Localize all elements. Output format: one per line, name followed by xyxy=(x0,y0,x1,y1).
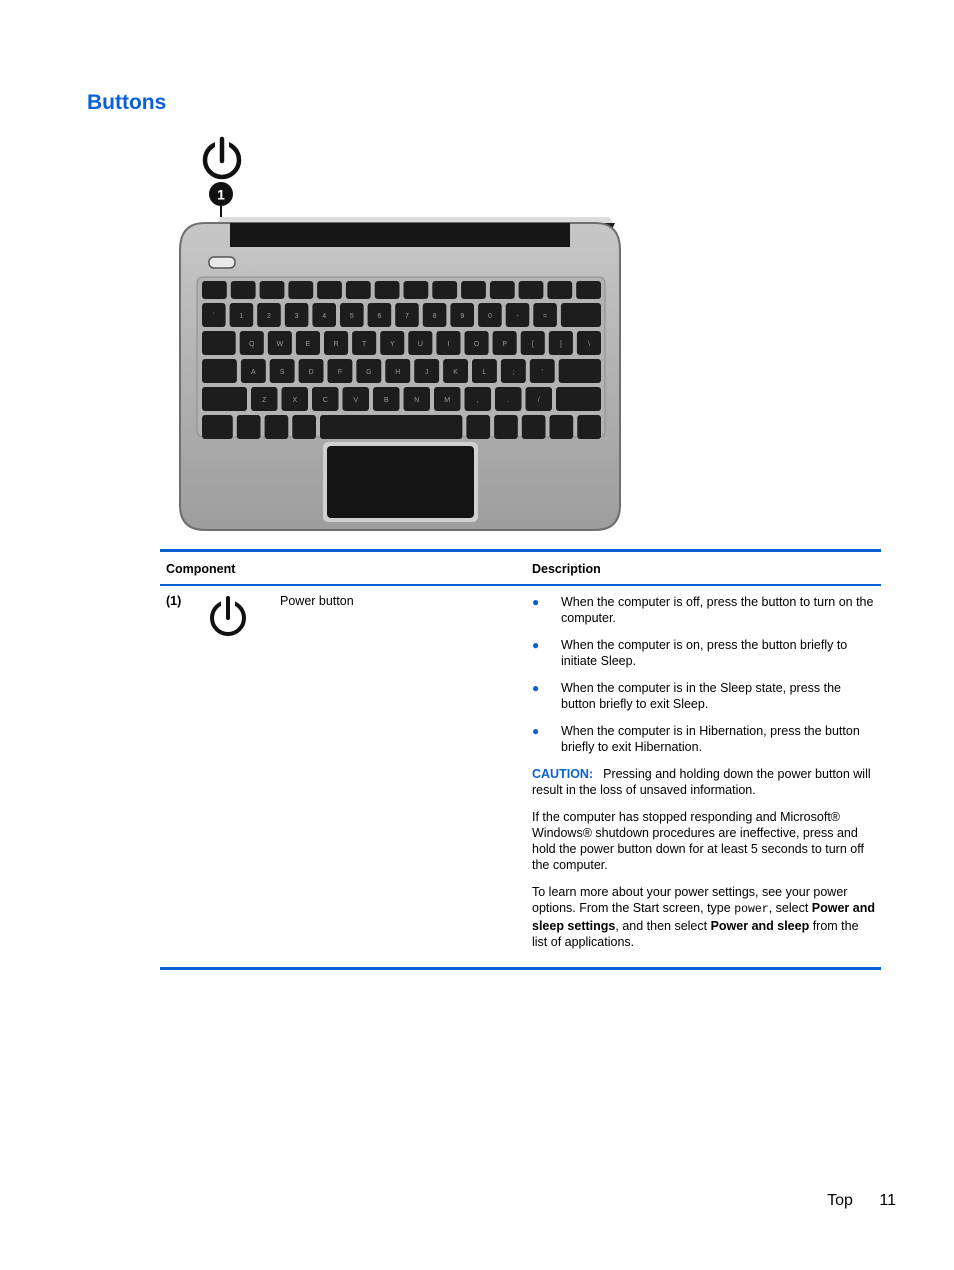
keyboard-key-label: ' xyxy=(541,369,543,376)
keyboard-key-label: Y xyxy=(389,341,395,348)
caution-label: CAUTION: xyxy=(532,767,594,781)
header-component: Component xyxy=(160,551,526,586)
keyboard-key xyxy=(202,387,247,411)
header-description: Description xyxy=(526,551,881,586)
bold-text: Power and sleep xyxy=(710,919,810,933)
keyboard-key-label: 6 xyxy=(377,313,382,320)
keyboard-key-label: . xyxy=(507,397,510,404)
component-number: (1) xyxy=(160,585,202,969)
keyboard-key-label: L xyxy=(482,369,487,376)
keyboard-key-label: X xyxy=(292,397,298,404)
caution-text: Pressing and holding down the power button will result in the loss of unsaved information. xyxy=(532,767,871,797)
description-paragraph: If the computer has stopped responding and Microsoft® Windows® shutdown procedures are ineffective, press and hold the power button down for at least 5 seconds to turn off the computer. xyxy=(532,810,864,872)
keyboard-key-label: G xyxy=(366,369,372,376)
keyboard-key-label: E xyxy=(305,341,311,348)
page-number: 11 xyxy=(879,1192,896,1209)
keyboard-key-label: / xyxy=(537,397,540,404)
keyboard-key xyxy=(260,281,285,299)
caution-note xyxy=(532,766,875,798)
keyboard-key xyxy=(320,415,462,439)
keyboard-key-label: T xyxy=(362,341,367,348)
bullet-icon: ● xyxy=(532,681,540,695)
component-table xyxy=(160,549,881,970)
keyboard-key-label: 1 xyxy=(239,313,244,320)
code-text: power xyxy=(734,903,769,916)
keyboard-key-label: D xyxy=(308,369,314,376)
keyboard-key xyxy=(265,415,289,439)
keyboard-key xyxy=(317,281,342,299)
keyboard-key-label: J xyxy=(424,369,429,376)
keyboard-key-label: 2 xyxy=(267,313,271,320)
keyboard-key-label: K xyxy=(453,369,458,376)
keyboard-key xyxy=(550,415,574,439)
description-paragraph: To learn more about your power settings, see your power options. From the Start screen, type power, select Power and sleep settings, and then select Power and sleep from the list of applications. xyxy=(532,885,875,949)
keyboard-key-label: 0 xyxy=(487,313,492,320)
keyboard-key xyxy=(288,281,313,299)
keyboard-key-label: W xyxy=(276,341,284,348)
keyboard-key xyxy=(556,387,601,411)
list-item: ● When the computer is in the Sleep state, press the button briefly to exit Sleep. xyxy=(532,681,842,711)
keyboard-key xyxy=(237,415,261,439)
keyboard-key-label: 4 xyxy=(322,313,327,320)
keyboard-key-label: S xyxy=(279,369,285,376)
page-title: Buttons xyxy=(87,91,167,114)
keyboard-key-label: A xyxy=(250,369,256,376)
keyboard-key-label: Q xyxy=(249,341,255,348)
keyboard-key-label: , xyxy=(476,397,479,404)
power-button-illustration xyxy=(209,257,235,268)
power-icon xyxy=(208,594,248,638)
bullet-icon: ● xyxy=(532,638,540,652)
keyboard-key-label: M xyxy=(444,397,451,404)
keyboard-key-label: ] xyxy=(559,341,562,348)
keyboard-key-label: R xyxy=(333,341,339,348)
callout-number: 1 xyxy=(217,186,225,203)
keyboard-key xyxy=(494,415,518,439)
keyboard-key-label: U xyxy=(417,341,423,348)
keyboard-key xyxy=(461,281,486,299)
bullet-icon: ● xyxy=(532,724,540,738)
keyboard-key xyxy=(547,281,572,299)
keyboard-key xyxy=(490,281,515,299)
keyboard-key-label: 7 xyxy=(405,313,409,320)
keyboard-key-label: V xyxy=(353,397,359,404)
laptop-top-illustration xyxy=(175,135,625,535)
keyboard-key xyxy=(432,281,457,299)
keyboard-key-label: I xyxy=(447,341,450,348)
list-item: ● When the computer is on, press the button briefly to initiate Sleep. xyxy=(532,638,848,668)
keyboard-key-label: \ xyxy=(588,341,590,348)
bold-text: Power and sleep settings xyxy=(532,901,875,933)
keyboard-key-label: Z xyxy=(262,397,267,404)
footer-section: Top xyxy=(827,1192,853,1209)
keyboard-key xyxy=(519,281,544,299)
keyboard-key xyxy=(375,281,400,299)
keyboard-key xyxy=(231,281,256,299)
list-item: ● When the computer is off, press the button to turn on the computer. xyxy=(532,595,874,625)
list-item: ● When the computer is in Hibernation, press the button briefly to exit Hibernation. xyxy=(532,724,860,754)
keyboard-key xyxy=(576,281,601,299)
page-footer xyxy=(827,1192,896,1210)
keyboard-key xyxy=(561,303,601,327)
keyboard-key xyxy=(202,331,236,355)
keyboard-key-label: 8 xyxy=(432,313,437,320)
table-row xyxy=(160,585,881,969)
keyboard-key xyxy=(292,415,316,439)
keyboard-key-label: ` xyxy=(212,313,215,320)
keyboard-key-label: - xyxy=(516,313,519,320)
keyboard-key-label: = xyxy=(543,313,548,320)
keyboard-key-label: F xyxy=(337,369,343,376)
component-description xyxy=(526,585,881,969)
keyboard-key xyxy=(346,281,371,299)
keyboard-key xyxy=(466,415,490,439)
touchpad xyxy=(327,446,474,518)
keyboard-key-label: [ xyxy=(531,341,534,348)
keyboard-key-label: P xyxy=(502,341,508,348)
keyboard-key xyxy=(404,281,429,299)
description-bullets xyxy=(532,594,875,755)
keyboard-key xyxy=(202,415,233,439)
keyboard-key-label: B xyxy=(383,397,389,404)
keyboard-key-label: O xyxy=(473,341,480,348)
keyboard-key-label: 5 xyxy=(349,313,354,320)
keyboard-key xyxy=(559,359,601,383)
keyboard-key-label: C xyxy=(322,397,328,404)
keyboard-key xyxy=(202,359,237,383)
bullet-icon: ● xyxy=(532,595,540,609)
component-name: Power button xyxy=(274,585,526,969)
keyboard-key-label: H xyxy=(395,369,401,376)
keyboard-key xyxy=(577,415,601,439)
keyboard-key-label: ; xyxy=(512,369,515,376)
keyboard-key xyxy=(202,281,227,299)
keyboard-key xyxy=(522,415,546,439)
keyboard-key-label: 3 xyxy=(294,313,299,320)
power-icon xyxy=(205,139,239,177)
keyboard-key-label: N xyxy=(414,397,420,404)
keyboard-key-label: 9 xyxy=(460,313,465,320)
